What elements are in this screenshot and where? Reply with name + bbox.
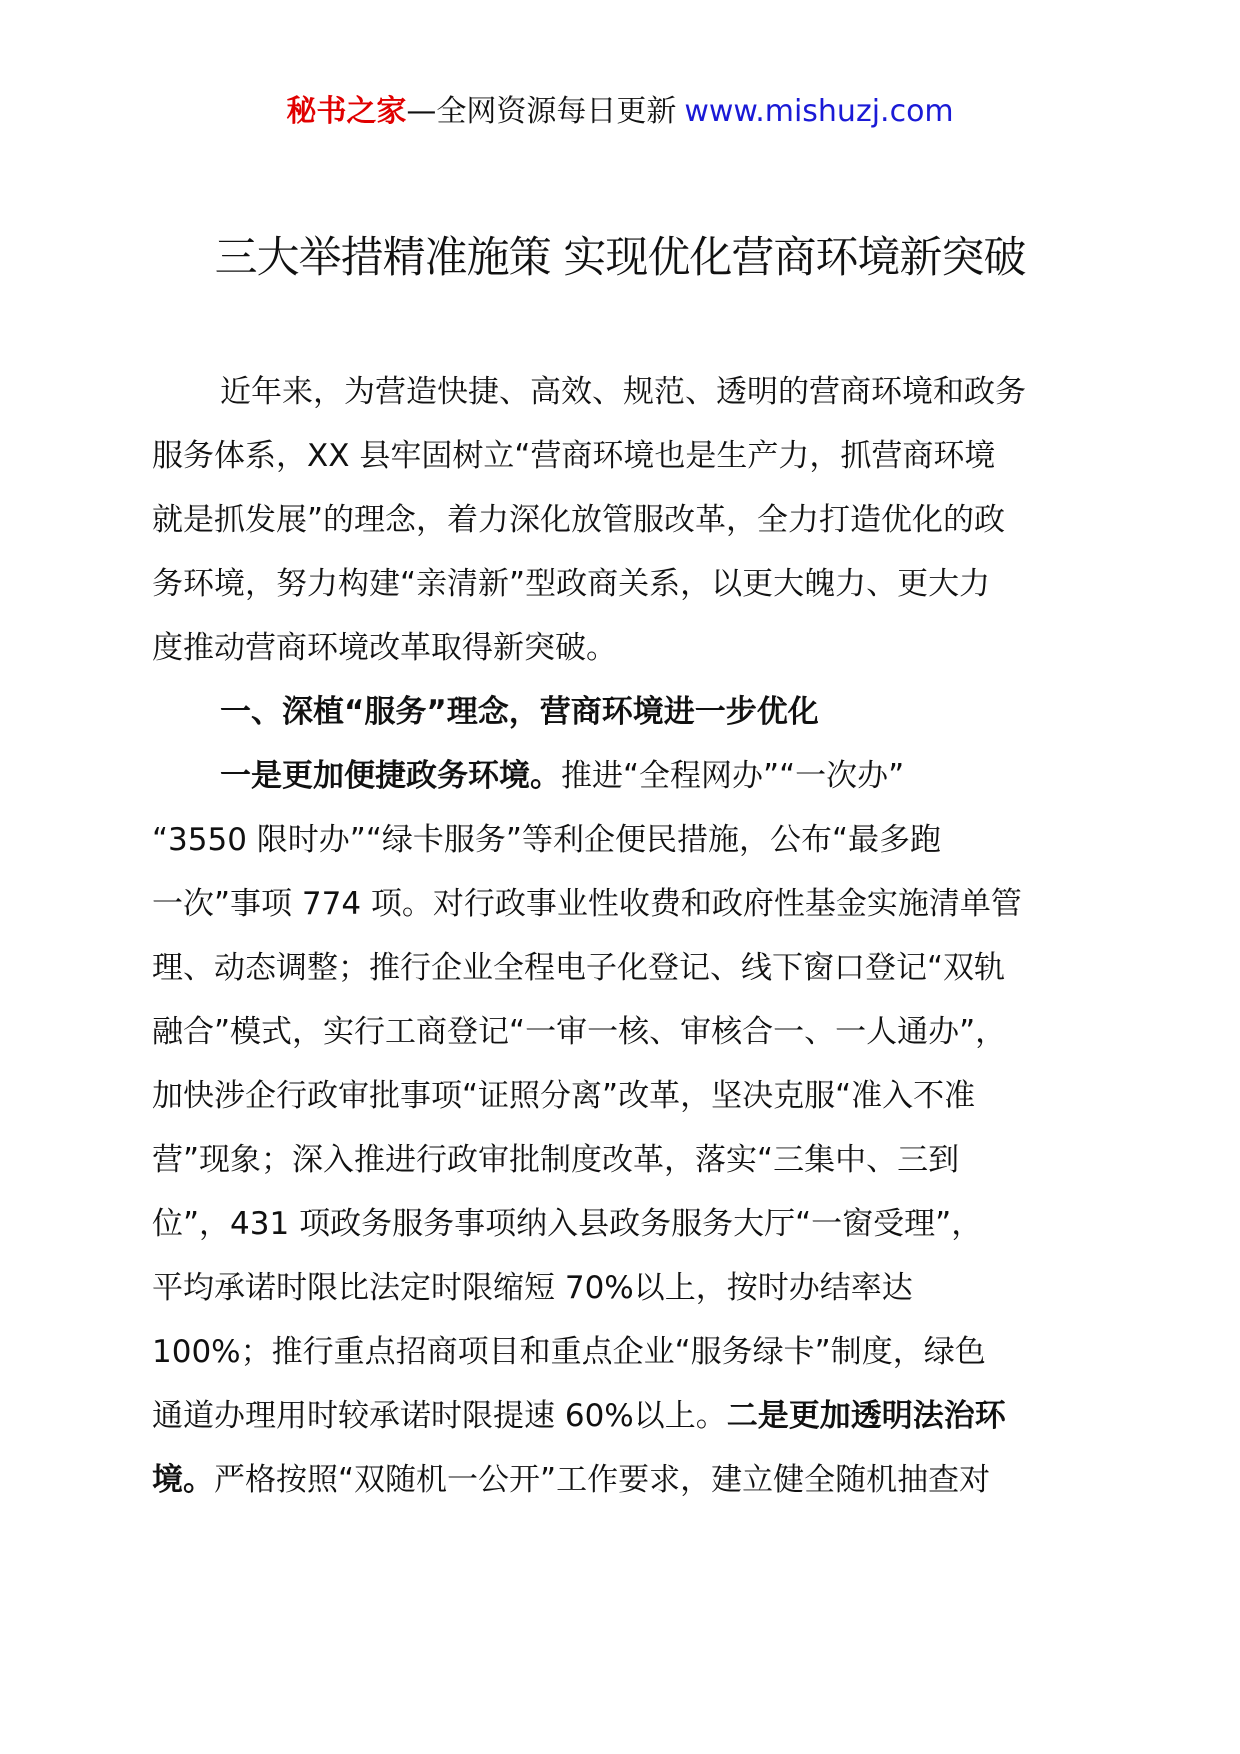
- body-text-run: 严格按照“双随机一公开”工作要求，建立健全随机抽查对: [214, 1462, 991, 1498]
- body-line: [152, 872, 1022, 936]
- site-url-link[interactable]: www.mishuzj.com: [684, 94, 954, 129]
- body-text-run: 平均承诺时限比法定时限缩短 70%以上，按时办结率达: [152, 1270, 913, 1306]
- site-header: [0, 92, 1240, 132]
- body-text-run: 位”，431 项政务服务事项纳入县政务服务大厅“一窗受理”，: [152, 1206, 983, 1242]
- body-text-run: 理、动态调整；推行企业全程电子化登记、线下窗口登记“双轨: [152, 950, 1006, 986]
- body-text-run: 一次”事项 774 项。对行政事业性收费和政府性基金实施清单管: [152, 886, 1022, 922]
- body-text-run: 推进“全程网办”“一次办”: [561, 758, 905, 794]
- body-line: [152, 808, 941, 872]
- site-tagline: —全网资源每日更新: [406, 94, 677, 129]
- body-line: [152, 1320, 986, 1384]
- body-line: [152, 1000, 1006, 1064]
- body-line: [152, 488, 1005, 552]
- body-text-run: 融合”模式，实行工商登记“一审一核、审核合一、一人通办”，: [152, 1014, 1007, 1050]
- bold-text: 境。: [152, 1462, 214, 1498]
- body-text-run: 务环境，努力构建“亲清新”型政商关系，以更大魄力、更大力: [152, 566, 991, 602]
- body-text-run: 通道办理用时较承诺时限提速 60%以上。: [152, 1398, 727, 1434]
- body-line: [220, 744, 904, 808]
- body-line: [152, 616, 617, 680]
- body-text-run: 度推动营商环境改革取得新突破。: [152, 630, 617, 666]
- body-line: [152, 936, 1005, 1000]
- body-text-run: 加快涉企行政审批事项“证照分离”改革，坚决克服“准入不准: [152, 1078, 976, 1114]
- body-line: [152, 1192, 982, 1256]
- body-text-run: 营”现象；深入推进行政审批制度改革，落实“三集中、三到: [152, 1142, 960, 1178]
- bold-text: 一、深植“服务”理念，营商环境进一步优化: [220, 694, 819, 730]
- body-text-run: 100%；推行重点招商项目和重点企业“服务绿卡”制度，绿色: [152, 1334, 986, 1370]
- body-text-run: “3550 限时办”“绿卡服务”等利企便民措施，公布“最多跑: [152, 822, 942, 858]
- document-title: 三大举措精准施策 实现优化营商环境新突破: [214, 233, 1026, 283]
- body-line: [152, 1448, 990, 1512]
- body-line: [152, 552, 990, 616]
- bold-text: 一是更加便捷政务环境。: [220, 758, 561, 794]
- body-text-run: 服务体系，XX 县牢固树立“营商环境也是生产力，抓营商环境: [152, 438, 996, 474]
- body-line: [220, 360, 1026, 424]
- body-text-run: 近年来，为营造快捷、高效、规范、透明的营商环境和政务: [220, 374, 1026, 410]
- bold-text: 二是更加透明法治环: [726, 1398, 1006, 1434]
- body-line: [152, 1384, 1006, 1448]
- brand-name: 秘书之家: [286, 94, 407, 129]
- body-line: [152, 1128, 959, 1192]
- body-line: [152, 1064, 975, 1128]
- body-line: [220, 680, 819, 744]
- body-text-run: 就是抓发展”的理念，着力深化放管服改革，全力打造优化的政: [152, 502, 1006, 538]
- body-line: [152, 1256, 913, 1320]
- body-line: [152, 424, 995, 488]
